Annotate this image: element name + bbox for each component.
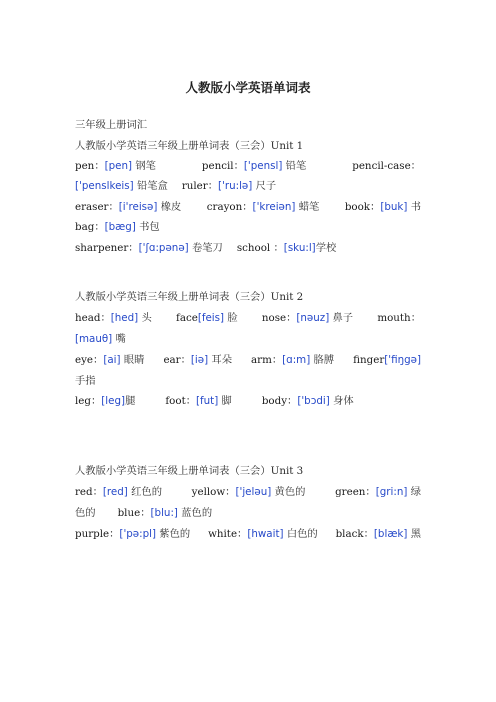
unit-1-line-1 [75, 160, 421, 173]
entry-nose: nose：[nəuz] 鼻子 [261, 312, 354, 324]
entry-head: head：[hed] 头 [75, 312, 152, 324]
unit-1-line-3 [75, 201, 421, 214]
entry-ruler: ruler：['ru:lə] 尺子 [181, 180, 277, 192]
entry-foot: foot：[fut] 脚 [165, 395, 232, 407]
unit-3-heading: 人教版小学英语三年级上册单词表（三会）Unit 3 [75, 465, 304, 477]
entry-eraser: eraser：[i'reisə] 橡皮 [75, 201, 182, 213]
unit-2-line-4 [75, 375, 421, 388]
entry-finger-meaning: 手指 [75, 375, 96, 387]
unit-1-line-4 [75, 221, 421, 234]
unit-3-line-2 [75, 507, 421, 520]
entry-mouth-word: mouth： [377, 312, 421, 324]
entry-bag: bag：[bæg] 书包 [75, 221, 160, 233]
entry-crayon: crayon：['kreiən] 蜡笔 [206, 201, 320, 213]
document-title: 人教版小学英语单词表 [185, 80, 311, 95]
entry-pen: pen：[pen] 钢笔 [75, 160, 156, 172]
entry-school: school ：[sku:l]学校 [236, 242, 337, 254]
entry-purple: purple：['pə:pl] 紫色的 [75, 528, 191, 540]
entry-blue: blue：[blu:] 蓝色的 [117, 507, 213, 519]
unit-1-line-2 [75, 180, 421, 193]
entry-arm: arm：[ɑ:m] 胳膊 [251, 354, 335, 366]
unit-2-line-2 [75, 333, 421, 346]
unit-3-line-3 [75, 528, 421, 541]
unit-1-heading: 人教版小学英语三年级上册单词表（三会）Unit 1 [75, 140, 304, 152]
entry-yellow: yellow：['jeləu] 黄色的 [191, 486, 306, 498]
entry-pencil: pencil：['pensl] 铅笔 [201, 160, 307, 172]
entry-finger: finger['fiŋgə] [353, 354, 421, 366]
entry-pencil-case-word: pencil-case： [352, 160, 421, 172]
entry-white: white：[hwait] 白色的 [208, 528, 318, 540]
unit-1-line-5 [75, 242, 421, 255]
entry-body: body：['bɔdi] 身体 [261, 395, 354, 407]
entry-green: green：[gri:n] 绿 [335, 486, 421, 498]
entry-eye: eye：[ai] 眼睛 [75, 354, 145, 366]
unit-2-heading: 人教版小学英语三年级上册单词表（三会）Unit 2 [75, 291, 304, 303]
entry-green-meaning: 色的 [75, 507, 96, 519]
unit-2-line-3 [75, 354, 421, 367]
entry-book: book：[buk] 书 [344, 201, 421, 213]
entry-sharpener: sharpener：['ʃɑ:pənə] 卷笔刀 [75, 242, 223, 254]
unit-3-line-1 [75, 486, 421, 499]
entry-black: black：[blæk] 黑 [335, 528, 421, 540]
entry-mouth: [mauθ] 嘴 [75, 333, 126, 345]
entry-leg: leg：[leg]腿 [75, 395, 136, 407]
entry-red: red：[red] 红色的 [75, 486, 162, 498]
unit-2-line-5 [75, 395, 421, 408]
section-subtitle: 三年级上册词汇 [75, 119, 148, 131]
entry-ear: ear：[iə] 耳朵 [163, 354, 232, 366]
unit-2-line-1 [75, 312, 421, 325]
entry-pencil-case: ['penslkeis] 铅笔盒 [75, 180, 168, 192]
entry-face: face[feis] 脸 [176, 312, 238, 324]
